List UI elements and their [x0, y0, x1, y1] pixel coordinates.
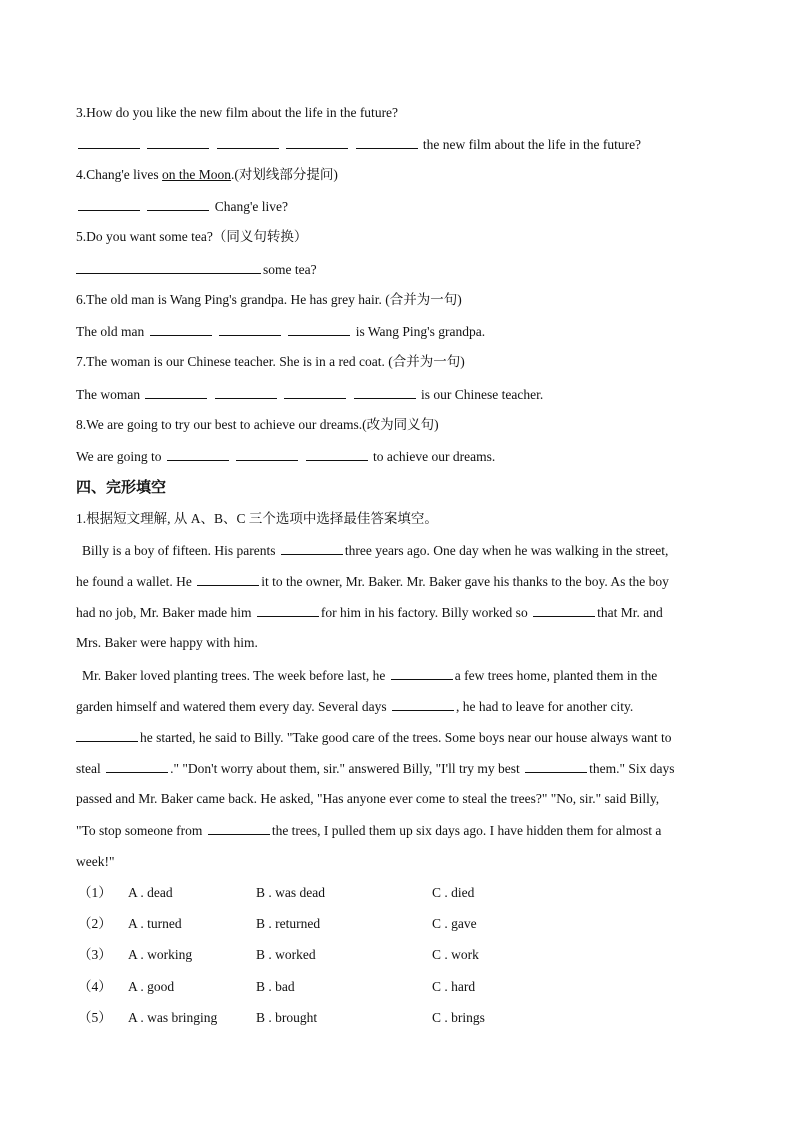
passage-line: Mrs. Baker were happy with him.: [76, 635, 258, 650]
passage-text: , he had to leave for another city.: [456, 699, 634, 714]
question-4-prompt-pre: 4.Chang'e lives: [76, 167, 163, 182]
passage-text: a few trees home, planted them in the: [454, 668, 658, 683]
passage-text: steal: [76, 761, 101, 776]
answer-blank[interactable]: [288, 322, 350, 336]
passage-line: [82, 541, 668, 560]
question-7-answer-head: The woman: [76, 387, 141, 402]
answer-blank[interactable]: [167, 447, 229, 461]
question-7-answer-tail: is our Chinese teacher.: [420, 387, 544, 402]
question-6-answer-tail: is Wang Ping's grandpa.: [355, 324, 486, 339]
answer-blank[interactable]: [147, 135, 209, 149]
option-number: （4）: [78, 979, 112, 994]
question-5-prompt: 5.Do you want some tea?（同义句转换）: [76, 229, 308, 244]
question-4-prompt-post: .(对划线部分提问): [231, 167, 338, 182]
option-b[interactable]: B . worked: [256, 947, 316, 962]
question-5-answer-tail: some tea?: [263, 262, 317, 277]
option-a[interactable]: A . dead: [128, 885, 173, 900]
question-4-prompt: [76, 166, 338, 184]
option-b[interactable]: B . was dead: [256, 885, 325, 900]
question-4-answer-line: [76, 197, 288, 216]
option-c[interactable]: C . work: [432, 947, 479, 962]
passage-text: "To stop someone from: [76, 823, 203, 838]
question-7-prompt: 7.The woman is our Chinese teacher. She is in a red coat. (合并为一句): [76, 354, 465, 369]
passage-line: [76, 603, 663, 622]
answer-blank[interactable]: [76, 260, 261, 274]
question-4-underlined: on the Moon: [162, 167, 232, 182]
question-8-answer-line: [76, 447, 495, 466]
passage-line: [76, 572, 669, 591]
option-number: （3）: [78, 947, 112, 962]
cloze-blank-9[interactable]: [525, 759, 587, 773]
cloze-blank-1[interactable]: [281, 541, 343, 555]
cloze-blank-5[interactable]: [391, 666, 453, 680]
cloze-blank-7[interactable]: [76, 728, 138, 742]
answer-blank[interactable]: [150, 322, 212, 336]
option-a[interactable]: A . working: [128, 947, 193, 962]
answer-blank[interactable]: [286, 135, 348, 149]
passage-text: had no job, Mr. Baker made him: [76, 605, 252, 620]
option-a[interactable]: A . was bringing: [128, 1010, 218, 1025]
cloze-blank-4[interactable]: [533, 603, 595, 617]
section-instruction: 1.根据短文理解, 从 A、B、C 三个选项中选择最佳答案填空。: [76, 511, 438, 526]
passage-text: Mr. Baker loved planting trees. The week before last, he: [82, 668, 386, 683]
passage-line: passed and Mr. Baker came back. He asked, "Has anyone ever come to steal the trees?" "No, sir." said Billy,: [76, 791, 660, 806]
question-7-answer-line: [76, 385, 543, 404]
passage-text: garden himself and watered them every day. Several days: [76, 699, 387, 714]
cloze-blank-10[interactable]: [208, 821, 270, 835]
passage-line: [82, 666, 657, 685]
question-3-answer-tail: the new film about the life in the future?: [422, 137, 642, 152]
passage-text: it to the owner, Mr. Baker. Mr. Baker gave his thanks to the boy. As the boy: [261, 574, 669, 589]
option-c[interactable]: C . gave: [432, 916, 477, 931]
question-5-answer-line: [76, 260, 317, 279]
passage-text: that Mr. and: [597, 605, 663, 620]
option-a[interactable]: A . good: [128, 979, 175, 994]
cloze-blank-6[interactable]: [392, 697, 454, 711]
cloze-blank-8[interactable]: [106, 759, 168, 773]
answer-blank[interactable]: [356, 135, 418, 149]
question-3-prompt: 3.How do you like the new film about the life in the future?: [76, 105, 399, 120]
section-title: 四、完形填空: [76, 478, 167, 496]
passage-line: [76, 728, 672, 747]
passage-text: he found a wallet. He: [76, 574, 192, 589]
option-number: （5）: [78, 1010, 112, 1025]
answer-blank[interactable]: [236, 447, 298, 461]
option-c[interactable]: C . died: [432, 885, 475, 900]
passage-line: [76, 697, 633, 716]
passage-text: them." Six days: [589, 761, 675, 776]
question-6-answer-line: [76, 322, 485, 341]
answer-blank[interactable]: [217, 135, 279, 149]
passage-text: for him in his factory. Billy worked so: [320, 605, 528, 620]
option-b[interactable]: B . brought: [256, 1010, 318, 1025]
question-8-answer-tail: to achieve our dreams.: [373, 449, 496, 464]
answer-blank[interactable]: [145, 385, 207, 399]
option-b[interactable]: B . returned: [256, 916, 321, 931]
answer-blank[interactable]: [147, 197, 209, 211]
option-a[interactable]: A . turned: [128, 916, 182, 931]
cloze-blank-3[interactable]: [257, 603, 319, 617]
answer-blank[interactable]: [306, 447, 368, 461]
question-3-answer-line: [76, 135, 641, 154]
cloze-blank-2[interactable]: [197, 572, 259, 586]
question-8-prompt: 8.We are going to try our best to achieve our dreams.(改为同义句): [76, 417, 439, 432]
passage-line: [76, 821, 661, 840]
passage-text: the trees, I pulled them up six days ago. I have hidden them for almost a: [271, 823, 662, 838]
answer-blank[interactable]: [78, 197, 140, 211]
passage-text: he started, he said to Billy. "Take good care of the trees. Some boys near our house always want to: [140, 730, 672, 745]
answer-blank[interactable]: [78, 135, 140, 149]
passage-text: Billy is a boy of fifteen. His parents: [82, 543, 276, 558]
option-number: （1）: [78, 885, 112, 900]
answer-blank[interactable]: [215, 385, 277, 399]
option-c[interactable]: C . brings: [432, 1010, 485, 1025]
question-6-prompt: 6.The old man is Wang Ping's grandpa. He has grey hair. (合并为一句): [76, 292, 462, 307]
answer-blank[interactable]: [354, 385, 416, 399]
option-number: （2）: [78, 916, 112, 931]
question-4-answer-tail: Chang'e live?: [214, 199, 289, 214]
option-b[interactable]: B . bad: [256, 979, 295, 994]
answer-blank[interactable]: [284, 385, 346, 399]
answer-blank[interactable]: [219, 322, 281, 336]
question-6-answer-head: The old man: [76, 324, 145, 339]
passage-line: week!": [76, 854, 115, 869]
passage-line: [76, 759, 675, 778]
option-c[interactable]: C . hard: [432, 979, 476, 994]
passage-text: ." "Don't worry about them, sir." answered Billy, "I'll try my best: [170, 761, 520, 776]
question-8-answer-head: We are going to: [76, 449, 162, 464]
passage-text: three years ago. One day when he was walking in the street,: [344, 543, 669, 558]
